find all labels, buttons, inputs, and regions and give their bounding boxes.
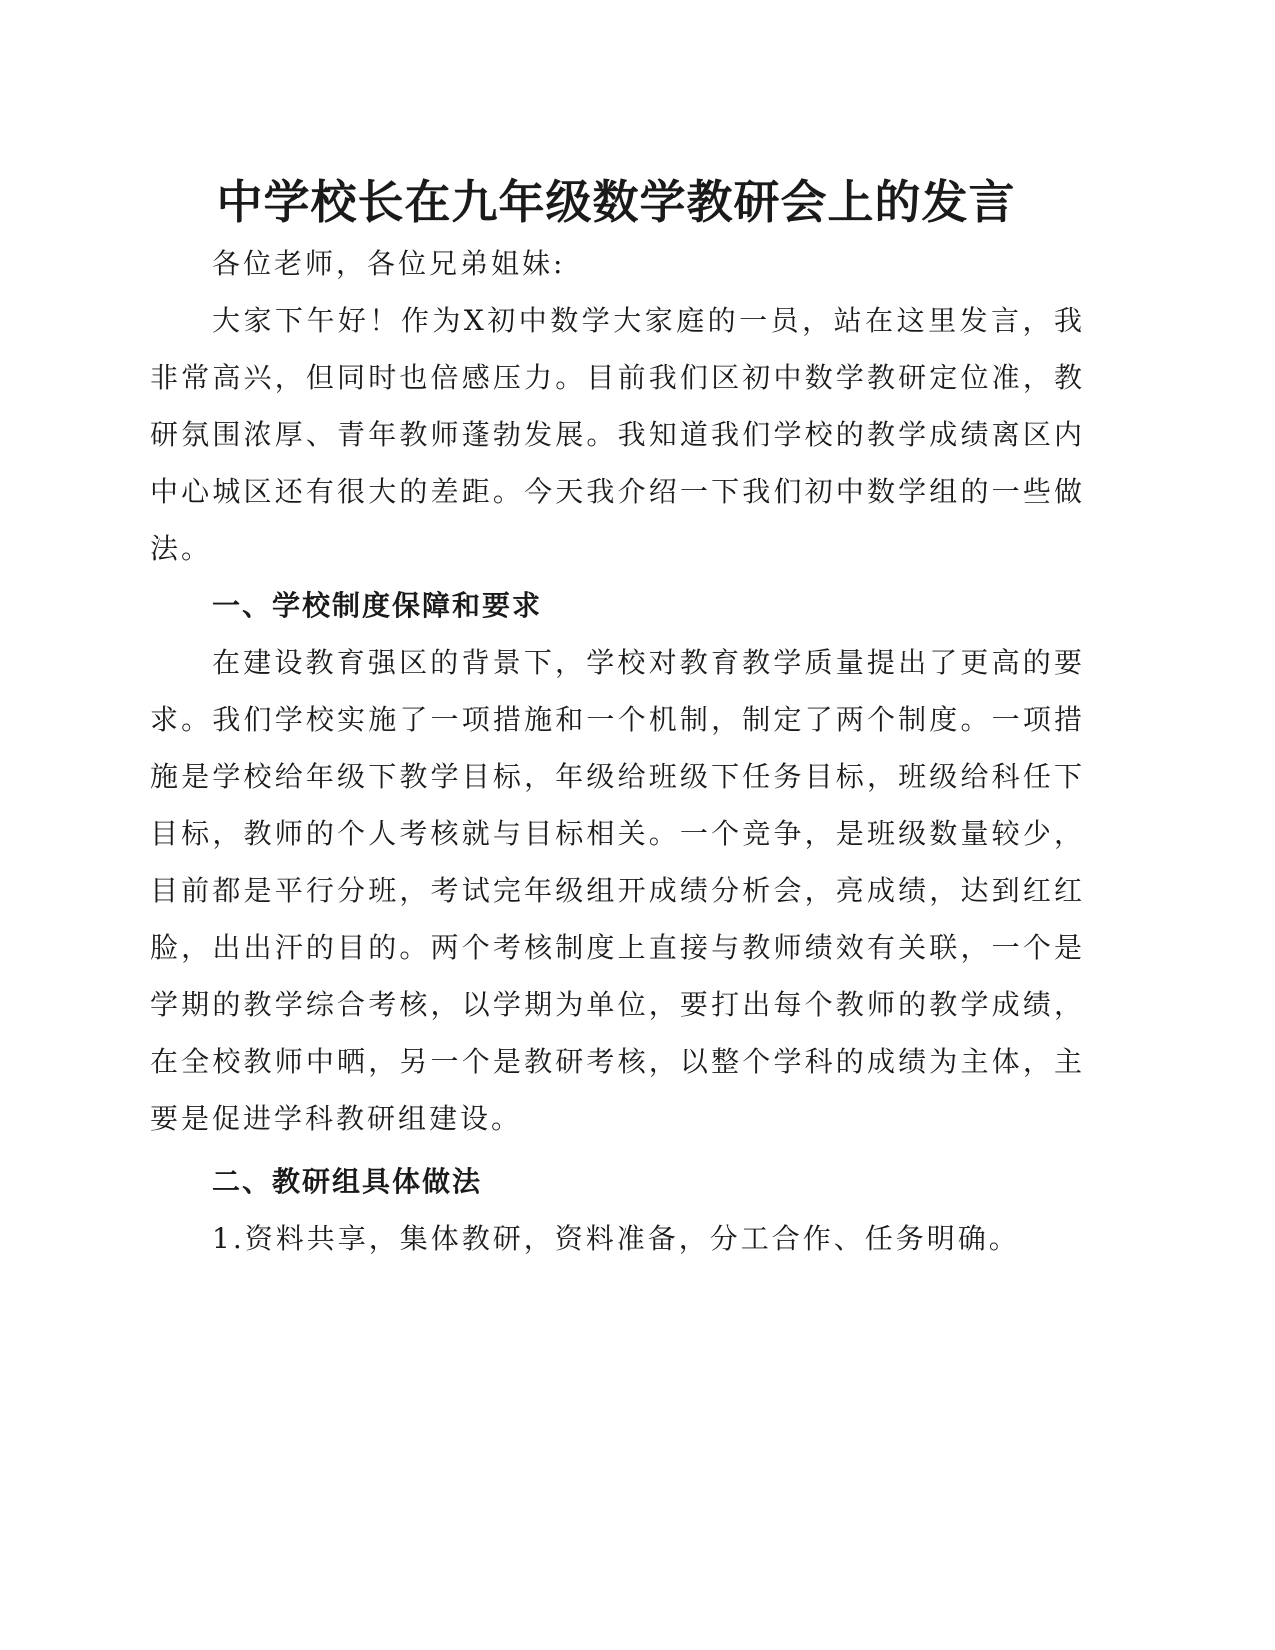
section-2-item-1: 1.资料共享，集体教研，资料准备，分工合作、任务明确。	[212, 1222, 1020, 1255]
salutation: 各位老师，各位兄弟姐妹:	[212, 247, 566, 280]
section-heading-1: 一、学校制度保障和要求	[212, 589, 543, 622]
document-body	[150, 235, 1085, 1267]
section-1-paragraph: 在建设教育强区的背景下，学校对教育教学质量提出了更高的要求。我们学校实施了一项措施和一个机制，制定了两个制度。一项措施是学校给年级下教学目标，年级给班级下任务目标，班级给科任下目标，教师的个人考核就与目标相关。一个竞争，是班级数量较少，目前都是平行分班，考试完年级组开成绩分析会，亮成绩，达到红红脸，出出汗的目的。两个考核制度上直接与教师绩效有关联，一个是学期的教学综合考核，以学期为单位，要打出每个教师的教学成绩，在全校教师中晒，另一个是教研考核，以整个学科的成绩为主体，主要是促进学科教研组建设。	[150, 646, 1085, 1135]
section-heading-2: 二、教研组具体做法	[212, 1165, 483, 1198]
intro-paragraph: 大家下午好！作为X初中数学大家庭的一员，站在这里发言，我非常高兴，但同时也倍感压力。目前我们区初中数学教研定位准，教研氛围浓厚、青年教师蓬勃发展。我知道我们学校的教学成绩离区内中心城区还有很大的差距。今天我介绍一下我们初中数学组的一些做法。	[150, 304, 1085, 565]
document-title: 中学校长在九年级数学教研会上的发言	[216, 175, 1016, 229]
